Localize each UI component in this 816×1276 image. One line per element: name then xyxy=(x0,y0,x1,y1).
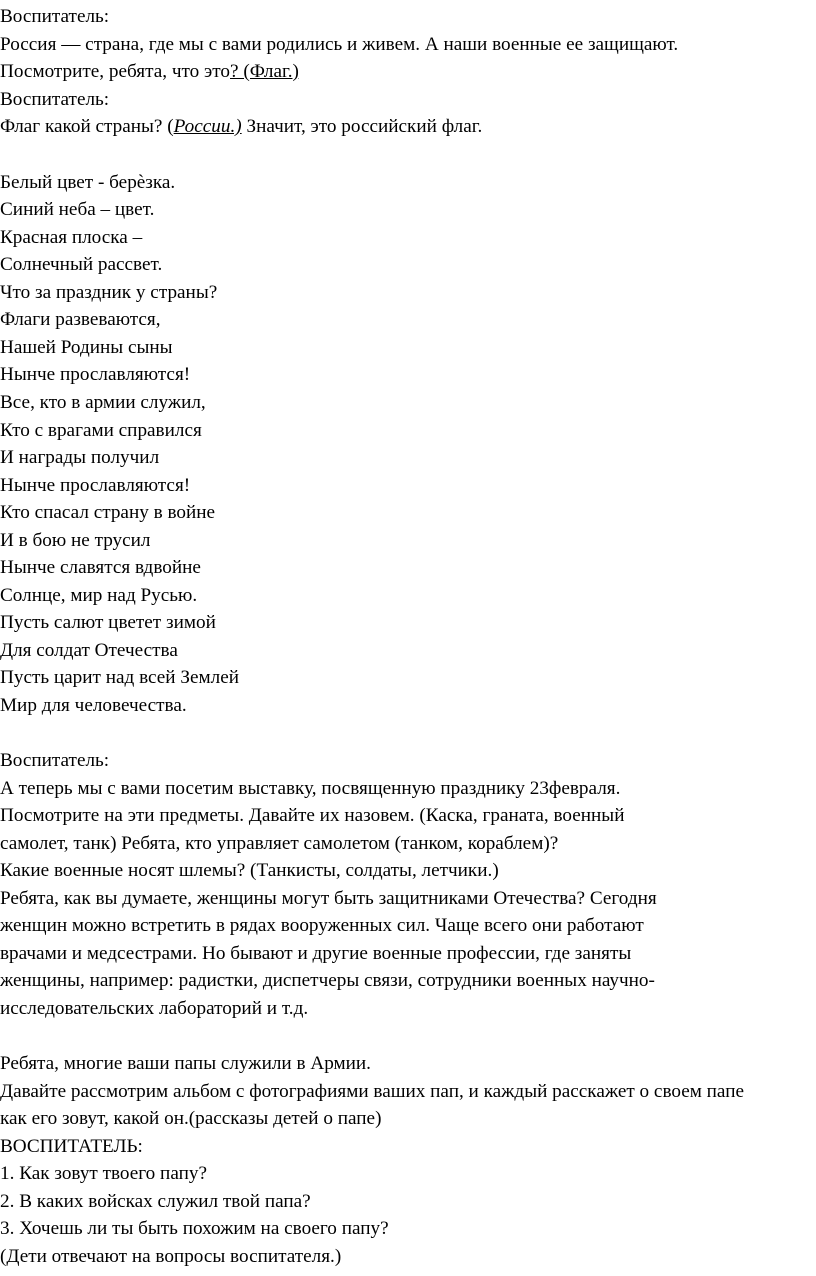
poem-line: Флаги развеваются, xyxy=(0,309,161,330)
poem-line: Синий неба – цвет. xyxy=(0,199,155,220)
question-item: 2. В каких войсках служил твой папа? xyxy=(0,1191,311,1212)
poem-line: Мир для человечества. xyxy=(0,695,187,716)
text-fragment: Посмотрите, ребята, что это xyxy=(0,61,230,82)
speaker-label: Воспитатель: xyxy=(0,89,110,110)
text-line: Давайте рассмотрим альбом с фотографиями ваших пап, и каждый расскажет о своем папе xyxy=(0,1081,744,1102)
text-line: Посмотрите на эти предметы. Давайте их назовем. (Каска, граната, военный xyxy=(0,805,625,826)
text-line: женщины, например: радистки, диспетчеры связи, сотрудники военных научно- xyxy=(0,970,655,991)
question-item: 3. Хочешь ли ты быть похожим на своего папу? xyxy=(0,1218,389,1239)
text-line: Ребята, многие ваши папы служили в Армии. xyxy=(0,1053,371,1074)
text-line xyxy=(0,113,482,141)
poem-line: И в бою не трусил xyxy=(0,530,151,551)
text-fragment: Значит, это российский флаг. xyxy=(241,116,483,137)
italic-answer: России.) xyxy=(173,116,242,137)
speaker-label: Воспитатель: xyxy=(0,6,110,27)
text-line: исследовательских лабораторий и т.д. xyxy=(0,998,309,1019)
poem-line: Кто с врагами справился xyxy=(0,420,202,441)
question-item: 1. Как зовут твоего папу? xyxy=(0,1163,207,1184)
poem-line: Пусть царит над всей Землей xyxy=(0,667,239,688)
poem-line: Все, кто в армии служил, xyxy=(0,392,206,413)
poem-line: Нынче прославляются! xyxy=(0,475,191,496)
poem-line: Красная плоска – xyxy=(0,227,143,248)
poem-line: Что за праздник у страны? xyxy=(0,282,218,303)
text-line: самолет, танк) Ребята, кто управляет самолетом (танком, кораблем)? xyxy=(0,833,559,854)
text-line xyxy=(0,58,299,86)
poem-line: Пусть салют цветет зимой xyxy=(0,612,216,633)
text-line: женщин можно встретить в рядах вооруженных сил. Чаще всего они работают xyxy=(0,915,644,936)
poem-line: Нашей Родины сыны xyxy=(0,337,173,358)
text-line: Какие военные носят шлемы? (Танкисты, солдаты, летчики.) xyxy=(0,860,499,881)
text-line: врачами и медсестрами. Но бывают и другие военные профессии, где заняты xyxy=(0,943,632,964)
poem-line: Для солдат Отечества xyxy=(0,640,178,661)
text-line: Россия — страна, где мы с вами родились и живем. А наши военные ее защищают. xyxy=(0,34,679,55)
speaker-label: Воспитатель: xyxy=(0,750,110,771)
text-line: А теперь мы с вами посетим выставку, посвященную празднику 23февраля. xyxy=(0,778,621,799)
poem-line: Солнечный рассвет. xyxy=(0,254,163,275)
poem-line: Солнце, мир над Русью. xyxy=(0,585,198,606)
poem-line: Нынче славятся вдвойне xyxy=(0,557,201,578)
text-line: (Дети отвечают на вопросы воспитателя.) xyxy=(0,1246,342,1267)
text-line: Ребята, как вы думаете, женщины могут быть защитниками Отечества? Сегодня xyxy=(0,888,657,909)
poem-line: Белый цвет - берѐзка. xyxy=(0,172,176,193)
poem-line: И награды получил xyxy=(0,447,160,468)
underlined-answer: ? (Флаг.) xyxy=(230,61,299,82)
poem-line: Нынче прославляются! xyxy=(0,364,191,385)
text-fragment: Флаг какой страны? ( xyxy=(0,116,174,137)
poem-line: Кто спасал страну в войне xyxy=(0,502,216,523)
speaker-label: ВОСПИТАТЕЛЬ: xyxy=(0,1136,143,1157)
text-line: как его зовут, какой он.(рассказы детей о папе) xyxy=(0,1108,382,1129)
